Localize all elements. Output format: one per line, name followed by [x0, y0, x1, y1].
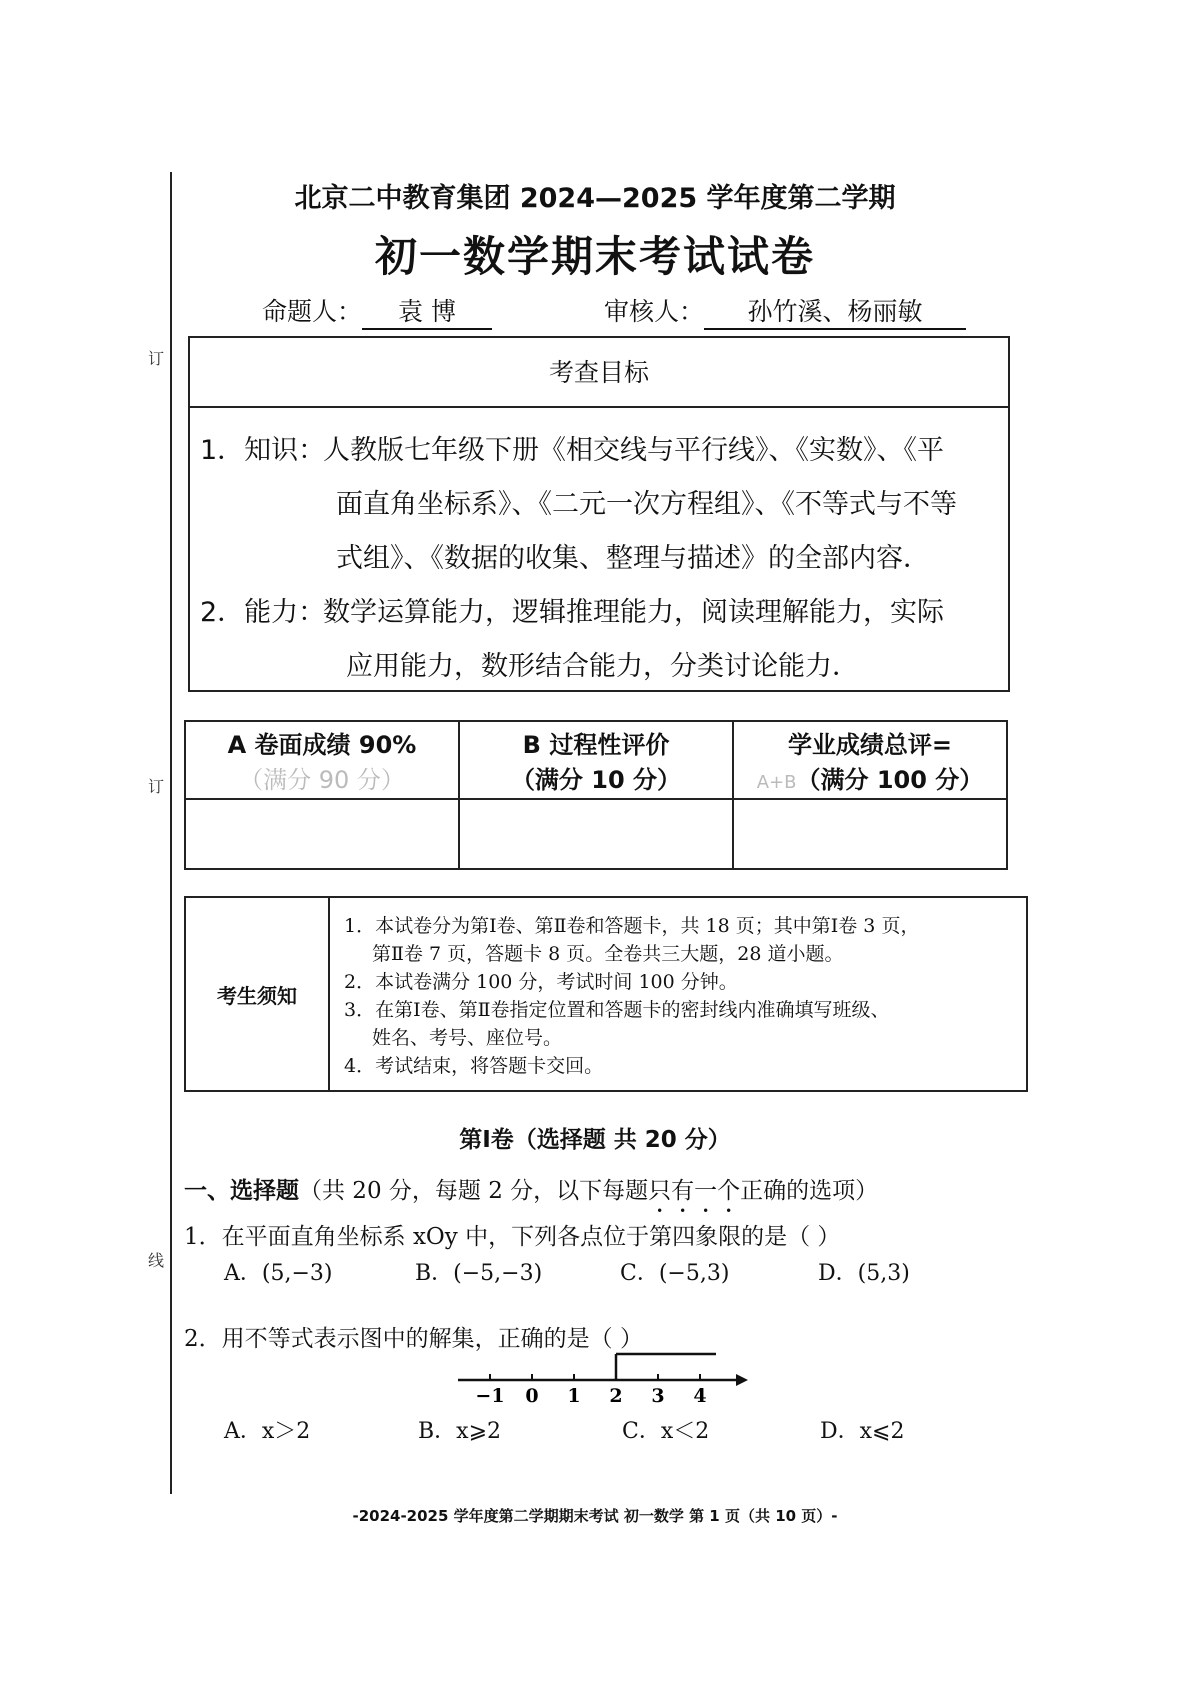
number-line-tick-label: 2: [609, 1385, 623, 1407]
q2-option-d[interactable]: D．x⩽2: [820, 1419, 905, 1444]
margin-mark: 订: [148, 777, 165, 796]
section-label: 一、选择题: [184, 1177, 299, 1204]
page-footer: -2024-2025 学年度第二学期期末考试 初一数学 第 1 页（共 10 页）-: [352, 1507, 838, 1525]
binding-line: [170, 172, 172, 1494]
knowledge-line: 面直角坐标系》、《二元一次方程组》、《不等式与不等: [336, 489, 957, 520]
notice-item: 3．在第Ⅰ卷、第Ⅱ卷指定位置和答题卡的密封线内准确填写班级、: [344, 999, 890, 1021]
score-col-c-title: 学业成绩总评=: [787, 731, 953, 759]
exam-title: 初一数学期末考试试卷: [374, 232, 815, 281]
author-label: 命题人：: [262, 297, 363, 326]
reviewer-line: [604, 292, 966, 330]
score-total-input-cell[interactable]: [733, 799, 1007, 869]
score-col-b-max: （满分 10 分）: [510, 766, 682, 794]
score-col-c-prefix: A+B: [756, 772, 797, 793]
objectives-heading: 考查目标: [190, 338, 1008, 408]
notice-item: 1．本试卷分为第Ⅰ卷、第Ⅱ卷和答题卡，共 18 页；其中第Ⅰ卷 3 页，: [344, 915, 920, 937]
q1-option-a[interactable]: A．(5,−3): [224, 1261, 333, 1286]
ability-line: 数学运算能力，逻辑推理能力，阅读理解能力，实际: [323, 597, 944, 628]
ability-prefix: 2．能力：: [200, 597, 326, 628]
q2-option-c[interactable]: C．x＜2: [622, 1419, 710, 1444]
number-line-tick-label: −1: [475, 1385, 505, 1407]
reviewer-label: 审核人：: [604, 297, 705, 326]
ability-line: 应用能力，数形结合能力，分类讨论能力．: [346, 651, 859, 682]
margin-mark: 订: [148, 349, 165, 368]
notice-item: 姓名、考号、座位号。: [372, 1027, 563, 1049]
score-table: [184, 720, 1008, 870]
q2-option-a[interactable]: A．x＞2: [224, 1419, 311, 1444]
score-col-a-title: A 卷面成绩 90%: [227, 731, 417, 759]
score-a-input-cell[interactable]: [185, 799, 459, 869]
knowledge-line: 人教版七年级下册《相交线与平行线》、《实数》、《平: [323, 435, 944, 466]
score-b-input-cell[interactable]: [459, 799, 733, 869]
question-1-stem: 1．在平面直角坐标系 xOy 中，下列各点位于第四象限的是（ ）: [184, 1224, 841, 1250]
q1-option-b[interactable]: B．(−5,−3): [415, 1261, 543, 1286]
author-line: [262, 292, 492, 330]
number-line-tick-label: 4: [693, 1385, 707, 1407]
section-desc-end: 正确的选项）: [740, 1178, 879, 1204]
reviewer-names: 孙竹溪、杨丽敏: [704, 292, 966, 330]
notice-item: 4．考试结束，将答题卡交回。: [344, 1055, 604, 1077]
section-emphasis: 只有一个: [648, 1178, 741, 1204]
score-col-b-title: B 过程性评价: [522, 731, 670, 759]
question-2-stem: 2．用不等式表示图中的解集，正确的是（ ）: [184, 1326, 643, 1352]
score-col-a: [185, 721, 459, 799]
number-line-tick-label: 3: [651, 1385, 665, 1407]
school-title: 北京二中教育集团 2024—2025 学年度第二学期: [294, 183, 896, 214]
notice-item: 2．本试卷满分 100 分，考试时间 100 分钟。: [344, 971, 738, 993]
knowledge-line: 式组》、《数据的收集、整理与描述》的全部内容．: [336, 543, 930, 574]
knowledge-prefix: 1．知识：: [200, 435, 326, 466]
score-col-c: [733, 721, 1007, 799]
section-heading: [184, 1172, 878, 1218]
q2-option-b[interactable]: B．x⩾2: [418, 1419, 502, 1444]
margin-mark: 线: [148, 1251, 165, 1270]
section-desc: （共 20 分，每题 2 分，以下每题: [299, 1178, 649, 1204]
author-name: 袁 博: [362, 292, 492, 330]
number-line-arrow: [736, 1374, 748, 1386]
notice-items: [344, 912, 919, 1080]
score-col-c-max: （满分 100 分）: [796, 766, 984, 794]
number-line-tick-label: 0: [525, 1385, 539, 1407]
q1-option-d[interactable]: D．(5,3): [818, 1261, 910, 1286]
notice-box: [184, 896, 1028, 1092]
number-line-figure: [440, 1340, 750, 1412]
notice-item: 第Ⅱ卷 7 页，答题卡 8 页。全卷共三大题，28 道小题。: [372, 943, 844, 965]
score-col-a-max: （满分 90 分）: [239, 766, 405, 794]
q1-option-c[interactable]: C．(−5,3): [620, 1261, 730, 1286]
part1-title: 第Ⅰ卷（选择题 共 20 分）: [459, 1127, 731, 1153]
number-line-tick-label: 1: [567, 1385, 581, 1407]
notice-label: 考生须知: [186, 898, 330, 1090]
score-col-b: [459, 721, 733, 799]
